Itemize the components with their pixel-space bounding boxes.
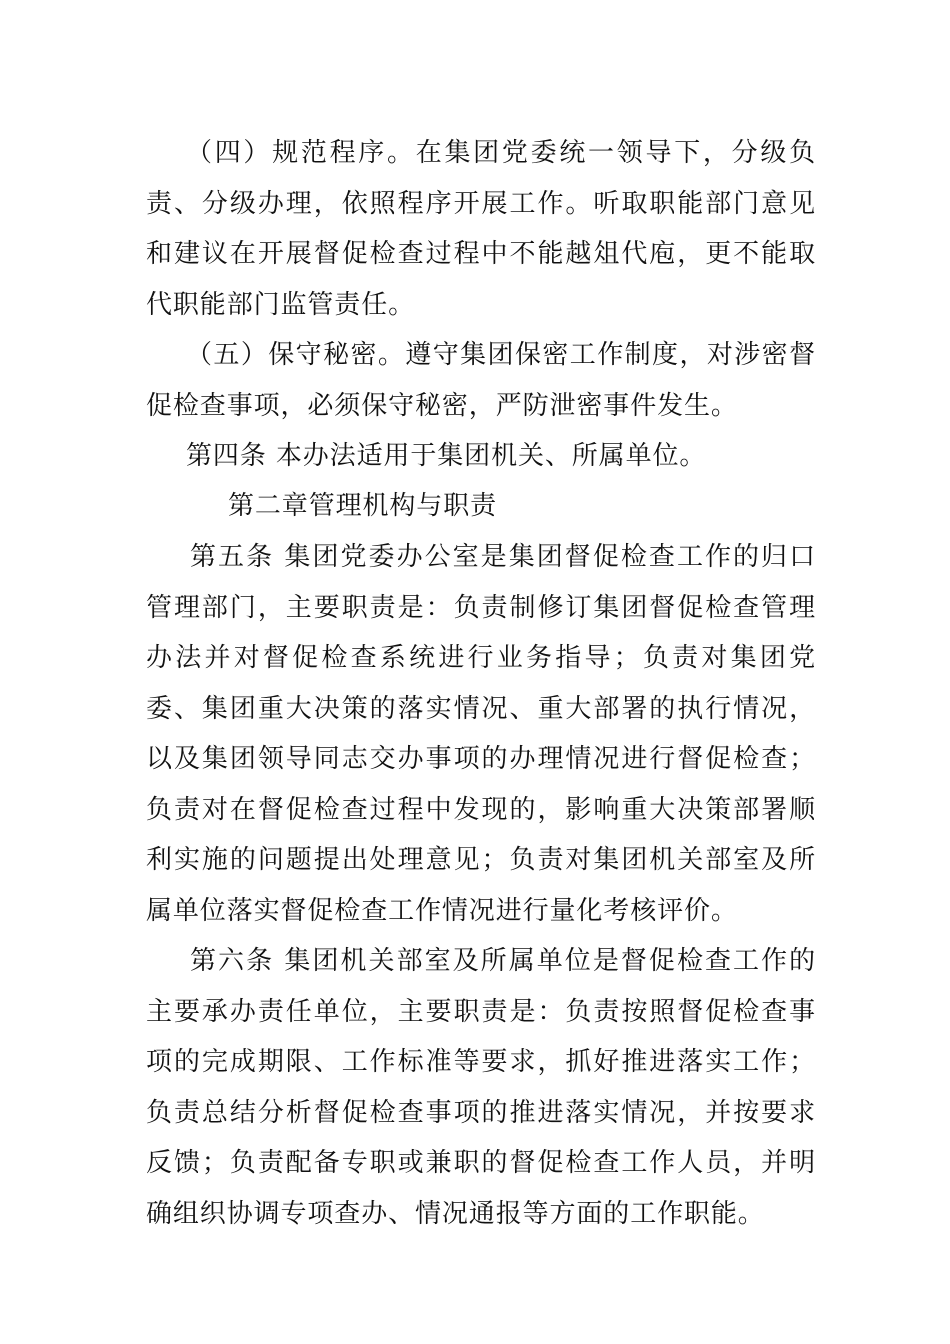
paragraph-confidentiality: （五）保守秘密。遵守集团保密工作制度，对涉密督促检查事项，必须保守秘密，严防泄密事件发生。 bbox=[146, 340, 816, 421]
paragraph-procedure: （四）规范程序。在集团党委统一领导下，分级负责、分级办理，依照程序开展工作。听取职能部门意见和建议在开展督促检查过程中不能越俎代庖，更不能取代职能部门监管责任。 bbox=[146, 138, 816, 320]
chapter-heading: 第二章管理机构与职责 bbox=[228, 491, 498, 521]
article-five: 第五条 集团党委办公室是集团督促检查工作的归口管理部门，主要职责是：负责制修订集团督促检查管理办法并对督促检查系统进行业务指导；负责对集团党委、集团重大决策的落实情况、重大部署的执行情况，以及集团领导同志交办事项的办理情况进行督促检查；负责对在督促检查过程中发现的，影响重大决策部署顺利实施的问题提出处理意见；负责对集团机关部室及所属单位落实督促检查工作情况进行量化考核评价。 bbox=[146, 542, 816, 926]
article-four: 第四条 本办法适用于集团机关、所属单位。 bbox=[186, 441, 707, 471]
article-six: 第六条 集团机关部室及所属单位是督促检查工作的主要承办责任单位，主要职责是：负责按照督促检查事项的完成期限、工作标准等要求，抓好推进落实工作；负责总结分析督促检查事项的推进落实情况，并按要求反馈；负责配备专职或兼职的督促检查工作人员，并明确组织协调专项查办、情况通报等方面的工作职能。 bbox=[146, 946, 816, 1229]
